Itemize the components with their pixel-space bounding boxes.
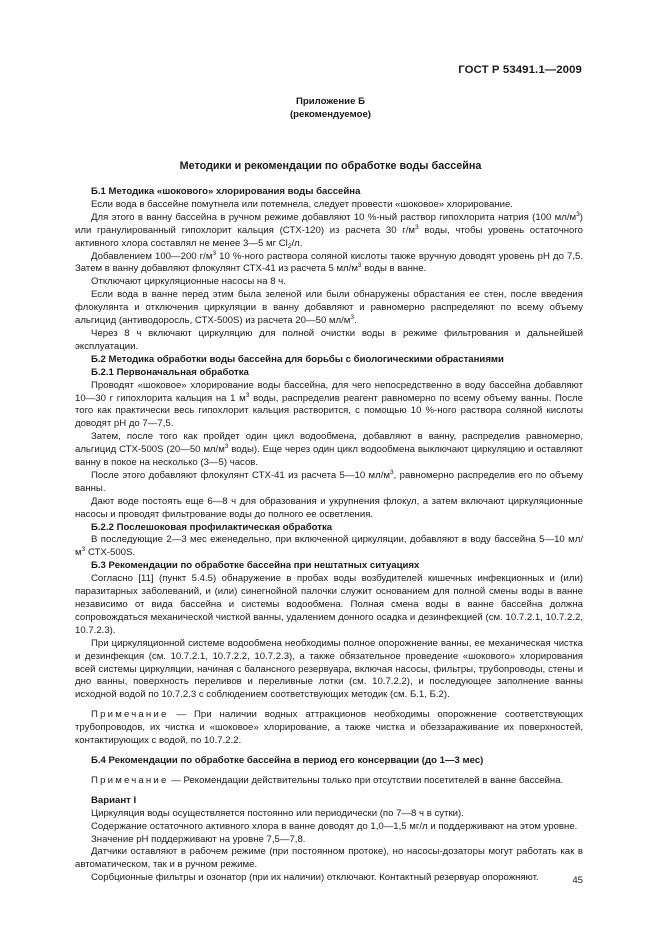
section-b3-heading: Б.3 Рекомендации по обработке бассейна при нештатных ситуациях: [91, 560, 420, 572]
paragraph: Для этого в ванну бассейна в ручном режиме добавляют 10 %-ный раствор гипохлорита натрия (100 $мл/м^3$) или гранулированный гипохлорит кальция (СТХ-120) из расчета 30 $г/м^3$ воды, чтобы уровень остаточного активного хлора составлял не менее 3—5 мг $Cl_2/л$.: [75, 210, 584, 250]
main-title: Методики и рекомендации по обработке воды бассейна: [179, 160, 482, 172]
subsection-b21-heading: Б.2.1 Первоначальная обработка: [91, 366, 249, 378]
paragraph: Проводят «шоковое» хлорирование воды бассейна, для чего непосредственно в воду бассейна добавляют 10—30 г гипохлорита кальция на 1 $м^3$ воды, распределив реагент равномерно по всему объему ванны. После того как практически весь гипохлорит кальция растворится, с помощью 10 %-ного раствора соляной кислоты доводят pH до 7—7,5.: [75, 379, 583, 430]
document-id: ГОСТ Р 53491.1—2009: [458, 64, 582, 76]
paragraph: Значение pH поддерживают на уровне 7,5—7,8.: [91, 833, 306, 845]
paragraph: В последующие 2—3 мес еженедельно, при включенной циркуляции, добавляют в воду бассейна 5—10 $мл/м^3$ СТХ-500S.: [75, 534, 583, 559]
section-b2-heading: Б.2 Методика обработки воды бассейна для борьбы с биологическими обрастаниями: [91, 353, 504, 365]
paragraph: Сорбционные фильтры и озонатор (при их наличии) отключают. Контактный резервуар опорожняют.: [91, 872, 539, 884]
subsection-b22-heading: Б.2.2 Послешоковая профилактическая обработка: [91, 521, 333, 533]
paragraph: Затем, после того как пройдет один цикл водообмена, добавляют в ванну, распределив равномерно, альгицид СТХ-500S (20—50 $мл/м^3$ воды). Еще через один цикл водообмена выключают циркуляцию и оставляют ванну в покое на несколько (3—5) часов.: [75, 431, 583, 469]
note-label: Примечание: [91, 774, 169, 786]
note-label: Примечание: [91, 709, 169, 721]
note: Примечание — При наличии водных аттракционов необходимы опорожнение соответствующих трубопроводов, их чистка и «шоковое» хлорирование, а также чистка и обеззараживание их поверхностей, контактирующих с водой, по 10.7.2.2.: [75, 709, 583, 747]
paragraph: При циркуляционной системе водообмена необходимы полное опорожнение ванны, ее механическая чистка и дезинфекция (см. 10.7.2.1, 10.7.2.2, 10.7.2.3), а также обязательное проведение «шокового» хлорирования всей системы циркуляции, начиная с балансного резервуара, включая насосы, фильтры, трубопроводы, стены и дно ванны, поверхность переливов и переливные лотки (см. 10.7.2.2), и последующее заполнение ванны исходной водой по 10.7.2.3 с соблюдением соответствующих методик (см. Б.1, Б.2).: [75, 637, 583, 701]
note: Примечание — Рекомендации действительны только при отсутствии посетителей в ванне бассейна.: [91, 774, 564, 786]
paragraph: Датчики оставляют в рабочем режиме (при постоянном протоке), но насосы-дозаторы могут работать как в автоматическом, так и в ручном режиме.: [75, 846, 583, 871]
appendix-title: Приложение Б: [296, 96, 365, 107]
paragraph: Добавлением 100—200 $г/м^3$ 10 %-ного раствора соляной кислоты также вручную доводят уровень pH до 7,5. Затем в ванну добавляют флокулянт СТХ-41 из расчета 5 $мл/м^3$ воды в ванне.: [75, 249, 583, 275]
section-b4-heading: Б.4 Рекомендации по обработке бассейна в период его консервации (до 1—3 мес): [91, 754, 484, 766]
variant-heading: Вариант I: [91, 794, 137, 806]
document-body: [75, 186, 583, 885]
paragraph: Содержание остаточного активного хлора в ванне доводят до 1,0—1,5 мг/л и поддерживают на этом уровне.: [91, 820, 578, 832]
paragraph: Отключают циркуляционные насосы на 8 ч.: [91, 276, 286, 288]
appendix-subtitle: (рекомендуемое): [289, 109, 371, 120]
appendix-heading: [0, 95, 661, 121]
paragraph: Дают воде постоять еще 6—8 ч для образования и укрупнения флокул, а затем включают циркуляционные насосы и проводят фильтрование воды до полного ее осветления.: [75, 495, 583, 520]
section-b1-heading: Б.1 Методика «шокового» хлорирования воды бассейна: [91, 186, 361, 197]
paragraph: Если вода в бассейне помутнела или потемнела, следует провести «шоковое» хлорирование.: [91, 198, 513, 210]
paragraph: Если вода в ванне перед этим была зеленой или были обнаружены обрастания ее стен, после введения флокулянта и отключения циркуляции в ванну добавляют и равномерно распределяют по всему объему альгицид (антиводоросль, СТХ-500S) из расчета 20—50 $мл/м^3$.: [75, 289, 583, 327]
paragraph: После этого добавляют флокулянт СТХ-41 из расчета 5—10 $мл/м^3$, равномерно распределив его по объему ванны.: [75, 468, 584, 494]
paragraph: Согласно [11] (пункт 5.4.5) обнаружение в пробах воды возбудителей кишечных инфекционных и (или) паразитарных заболеваний, и (или) синегнойной палочки служит основанием для полной смены воды в ванне независимо от вида бассейна и системы водообмена. Полная смена воды в ванне бассейна должна сопровождаться механической чисткой ванны, удалением донного осадка и дезинфекцией (см. 10.7.2.1, 10.7.2.2, 10.7.2.3).: [75, 573, 583, 636]
page-number: 45: [572, 875, 583, 886]
paragraph: Циркуляция воды осуществляется постоянно или периодически (по 7—8 ч в сутки).: [91, 807, 464, 819]
paragraph: Через 8 ч включают циркуляцию для полной очистки воды в режиме фильтрования и дальнейшей эксплуатации.: [75, 327, 583, 352]
